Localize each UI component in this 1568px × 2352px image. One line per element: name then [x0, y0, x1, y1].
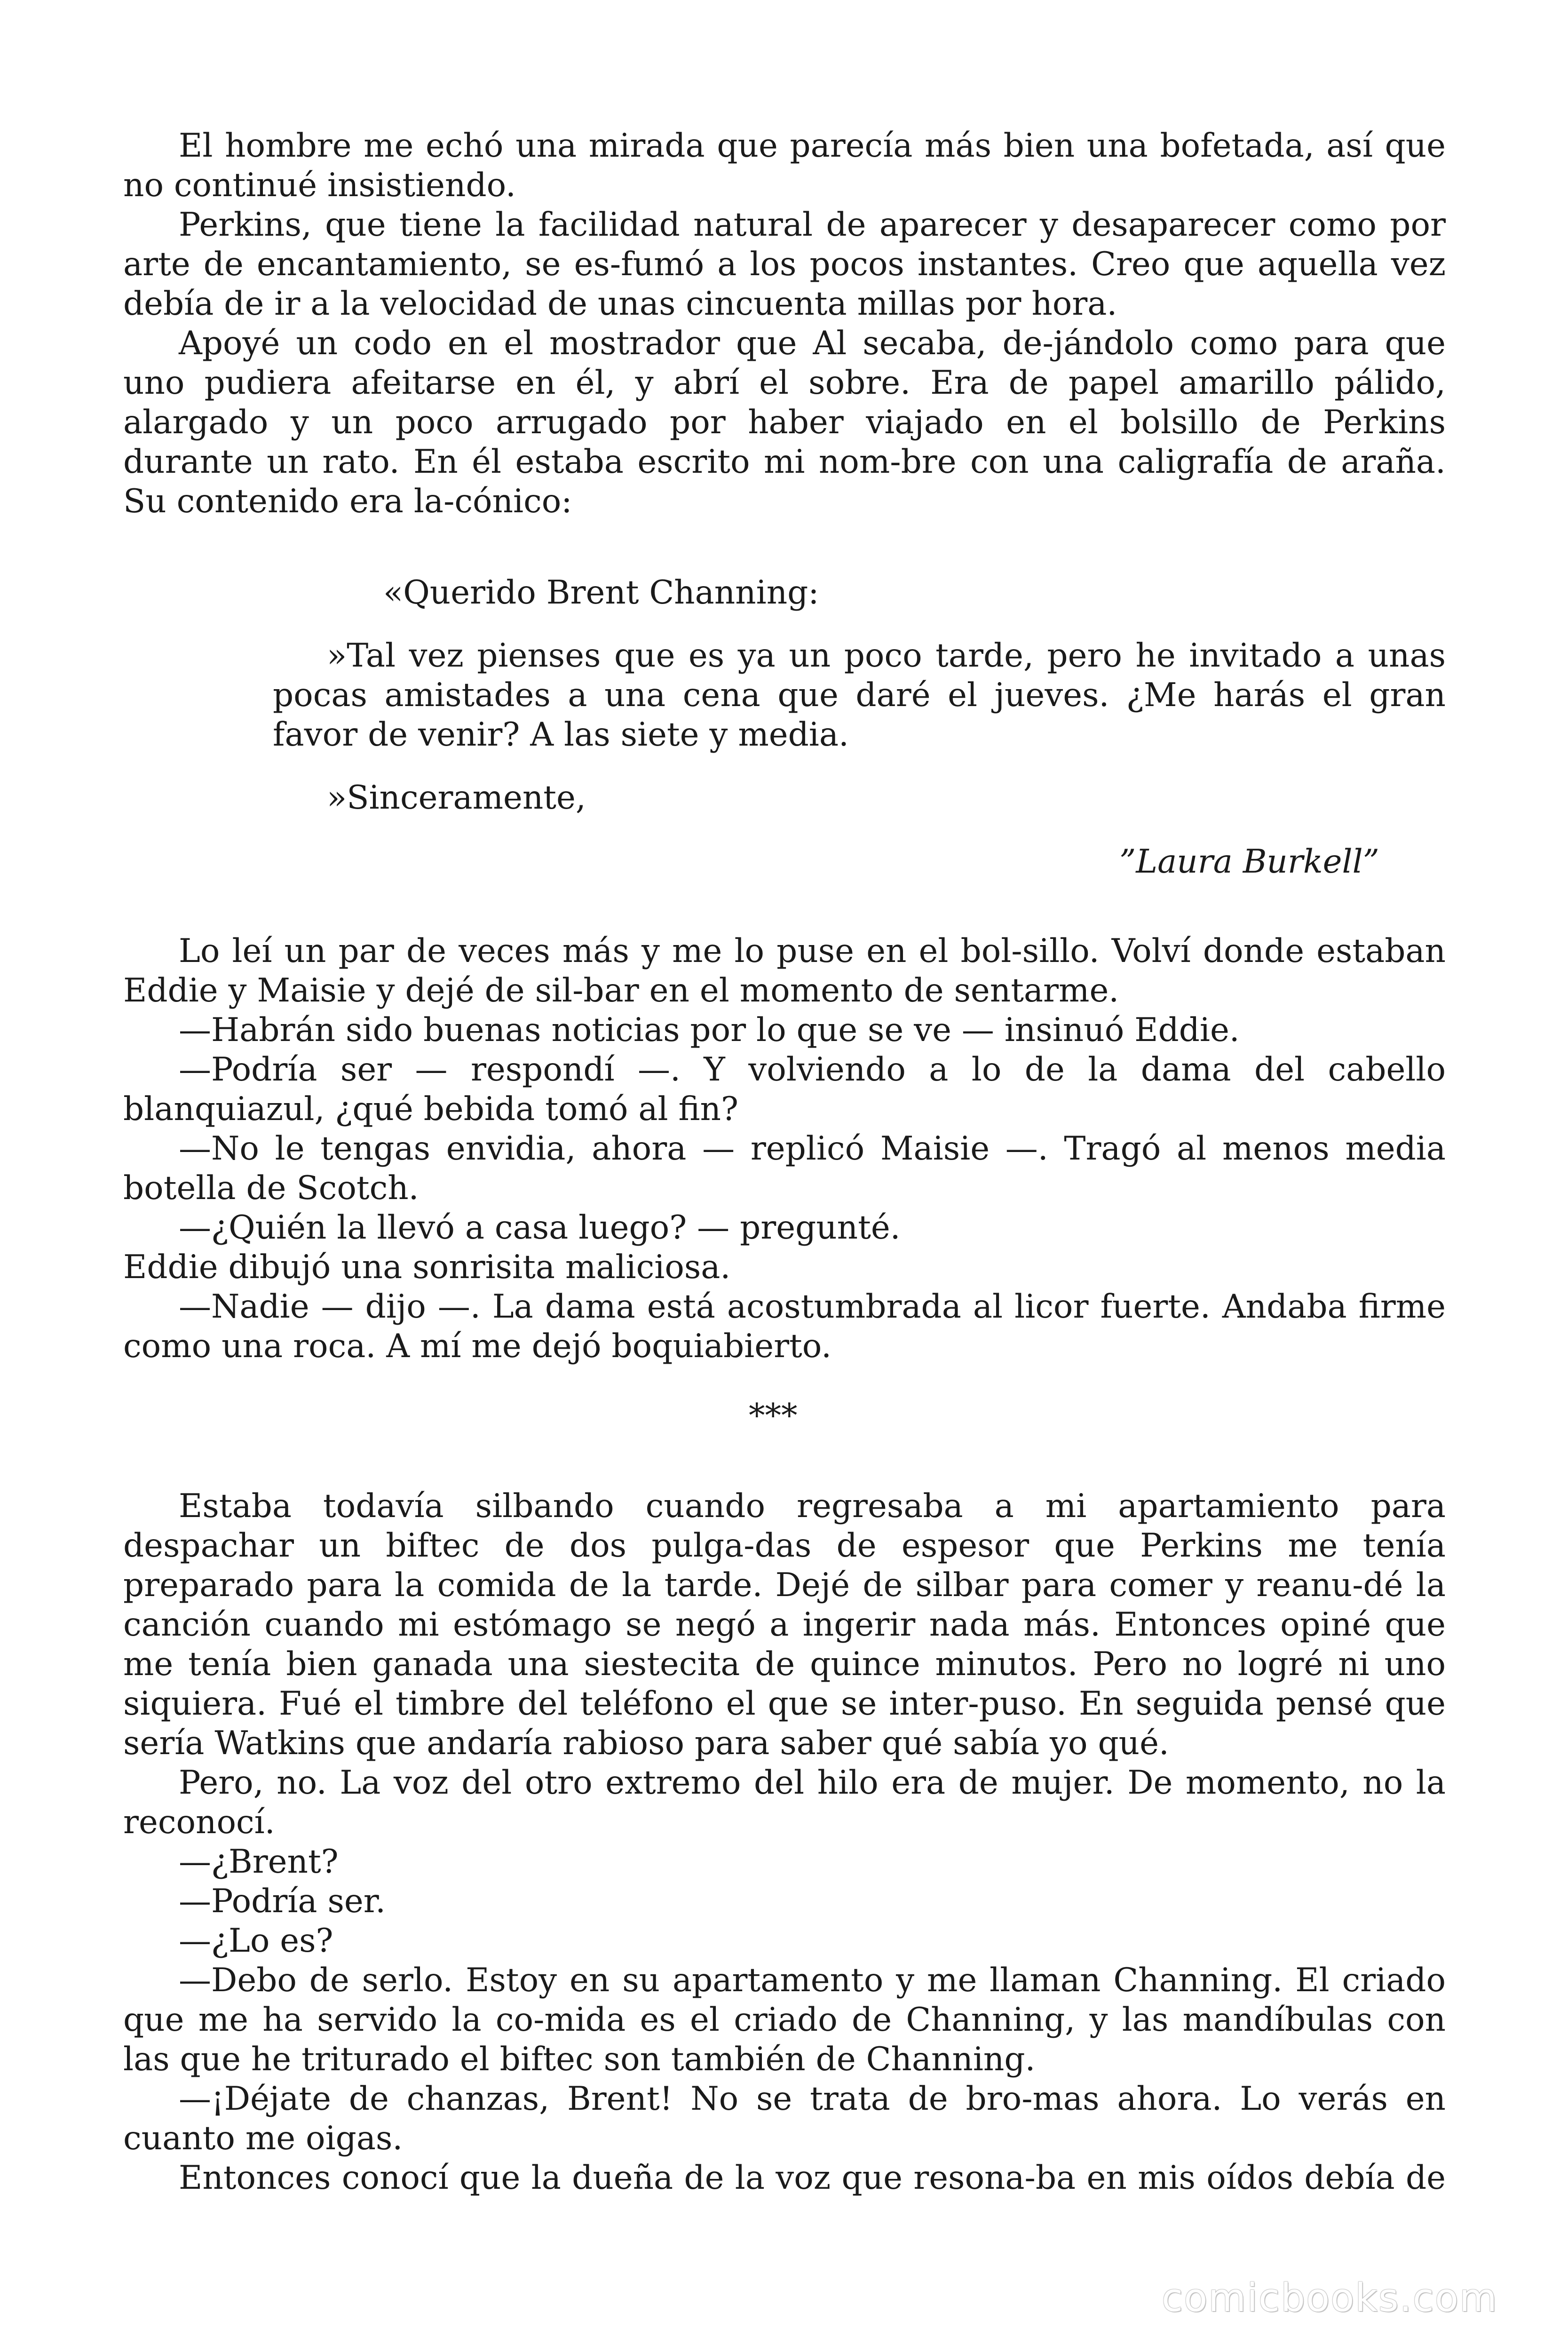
text-line: —Habrán sido buenas noticias por lo que se ve — insinuó Eddie. [179, 1011, 1240, 1049]
text-line: —Debo de serlo. Estoy en su apartamento y me llaman Channing. El criado [179, 1962, 1446, 1999]
text-line: preparado para la comida de la tarde. Dejé de silbar para comer y reanu-dé la [123, 1566, 1446, 1604]
text-line: —No le tengas envidia, ahora — replicó Maisie —. Tragó al menos media [179, 1130, 1446, 1168]
text-line: El hombre me echó una mirada que parecía más bien una bofetada, así que [179, 127, 1446, 165]
text-line: —Podría ser — respondí —. Y volviendo a lo de la dama del cabello [179, 1051, 1446, 1089]
text-line: botella de Scotch. [123, 1169, 419, 1207]
text-line: despachar un biftec de dos pulga-das de espesor que Perkins me tenía [123, 1527, 1446, 1565]
text-line: no continué insistiendo. [123, 167, 516, 204]
text-line: —¿Quién la llevó a casa luego? — pregunté. [179, 1209, 901, 1247]
text-line: Su contenido era la-cónico: [123, 483, 572, 520]
text-line: uno pudiera afeitarse en él, y abrí el sobre. Era de papel amarillo pálido, [123, 364, 1446, 402]
text-line: —Nadie — dijo —. La dama está acostumbrada al licor fuerte. Andaba firme [179, 1288, 1446, 1326]
text-line: Pero, no. La voz del otro extremo del hilo era de mujer. De momento, no la [179, 1764, 1446, 1802]
text-line: blanquiazul, ¿qué bebida tomó al fin? [123, 1090, 738, 1128]
text-line: durante un rato. En él estaba escrito mi nom-bre con una caligrafía de araña. [123, 443, 1446, 481]
section-break: *** [749, 1397, 798, 1435]
letter-closing: »Sinceramente, [327, 779, 586, 817]
letter-line: »Tal vez pienses que es ya un poco tarde, pero he invitado a unas [327, 637, 1446, 675]
text-line: Eddie dibujó una sonrisita maliciosa. [123, 1248, 731, 1286]
text-line: arte de encantamiento, se es-fumó a los pocos instantes. Creo que aquella vez [123, 246, 1446, 283]
text-line: Apoyé un codo en el mostrador que Al secaba, de-jándolo como para que [179, 325, 1446, 362]
letter-line: favor de venir? A las siete y media. [273, 716, 849, 754]
text-line: Estaba todavía silbando cuando regresaba a mi apartamiento para [179, 1487, 1446, 1525]
text-line: —¿Brent? [179, 1843, 339, 1881]
text-line: sería Watkins que andaría rabioso para saber qué sabía yo qué. [123, 1724, 1169, 1762]
text-line: Lo leí un par de veces más y me lo puse en el bol-sillo. Volví donde estaban [179, 932, 1446, 970]
letter-greeting: «Querido Brent Channing: [383, 574, 819, 612]
text-line: —¿Lo es? [179, 1922, 333, 1960]
text-line: que me ha servido la co-mida es el criado de Channing, y las mandíbulas con [123, 2001, 1446, 2039]
text-line: Perkins, que tiene la facilidad natural de aparecer y desaparecer como por [179, 206, 1446, 244]
text-line: Eddie y Maisie y dejé de sil-bar en el momento de sentarme. [123, 972, 1119, 1009]
watermark: comicbooks.com [1162, 2276, 1498, 2320]
text-line: —¡Déjate de chanzas, Brent! No se trata de bro-mas ahora. Lo verás en [179, 2080, 1446, 2118]
letter-line: pocas amistades a una cena que daré el jueves. ¿Me harás el gran [273, 676, 1446, 714]
text-line: me tenía bien ganada una siestecita de quince minutos. Pero no logré ni uno [123, 1645, 1446, 1683]
text-line: Entonces conocí que la dueña de la voz que resona-ba en mis oídos debía de [179, 2159, 1446, 2197]
text-line: siquiera. Fué el timbre del teléfono el que se inter-puso. En seguida pensé que [123, 1685, 1446, 1723]
text-line: reconocí. [123, 1804, 275, 1841]
text-line: debía de ir a la velocidad de unas cincuenta millas por hora. [123, 285, 1117, 323]
text-line: —Podría ser. [179, 1883, 386, 1920]
text-line: como una roca. A mí me dejó boquiabierto. [123, 1327, 832, 1365]
text-line: las que he triturado el biftec son también de Channing. [123, 2041, 1036, 2078]
letter-signature: ”Laura Burkell” [1119, 843, 1379, 881]
text-line: canción cuando mi estómago se negó a ingerir nada más. Entonces opiné que [123, 1606, 1446, 1644]
text-line: cuanto me oigas. [123, 2120, 403, 2157]
text-line: alargado y un poco arrugado por haber viajado en el bolsillo de Perkins [123, 404, 1446, 441]
